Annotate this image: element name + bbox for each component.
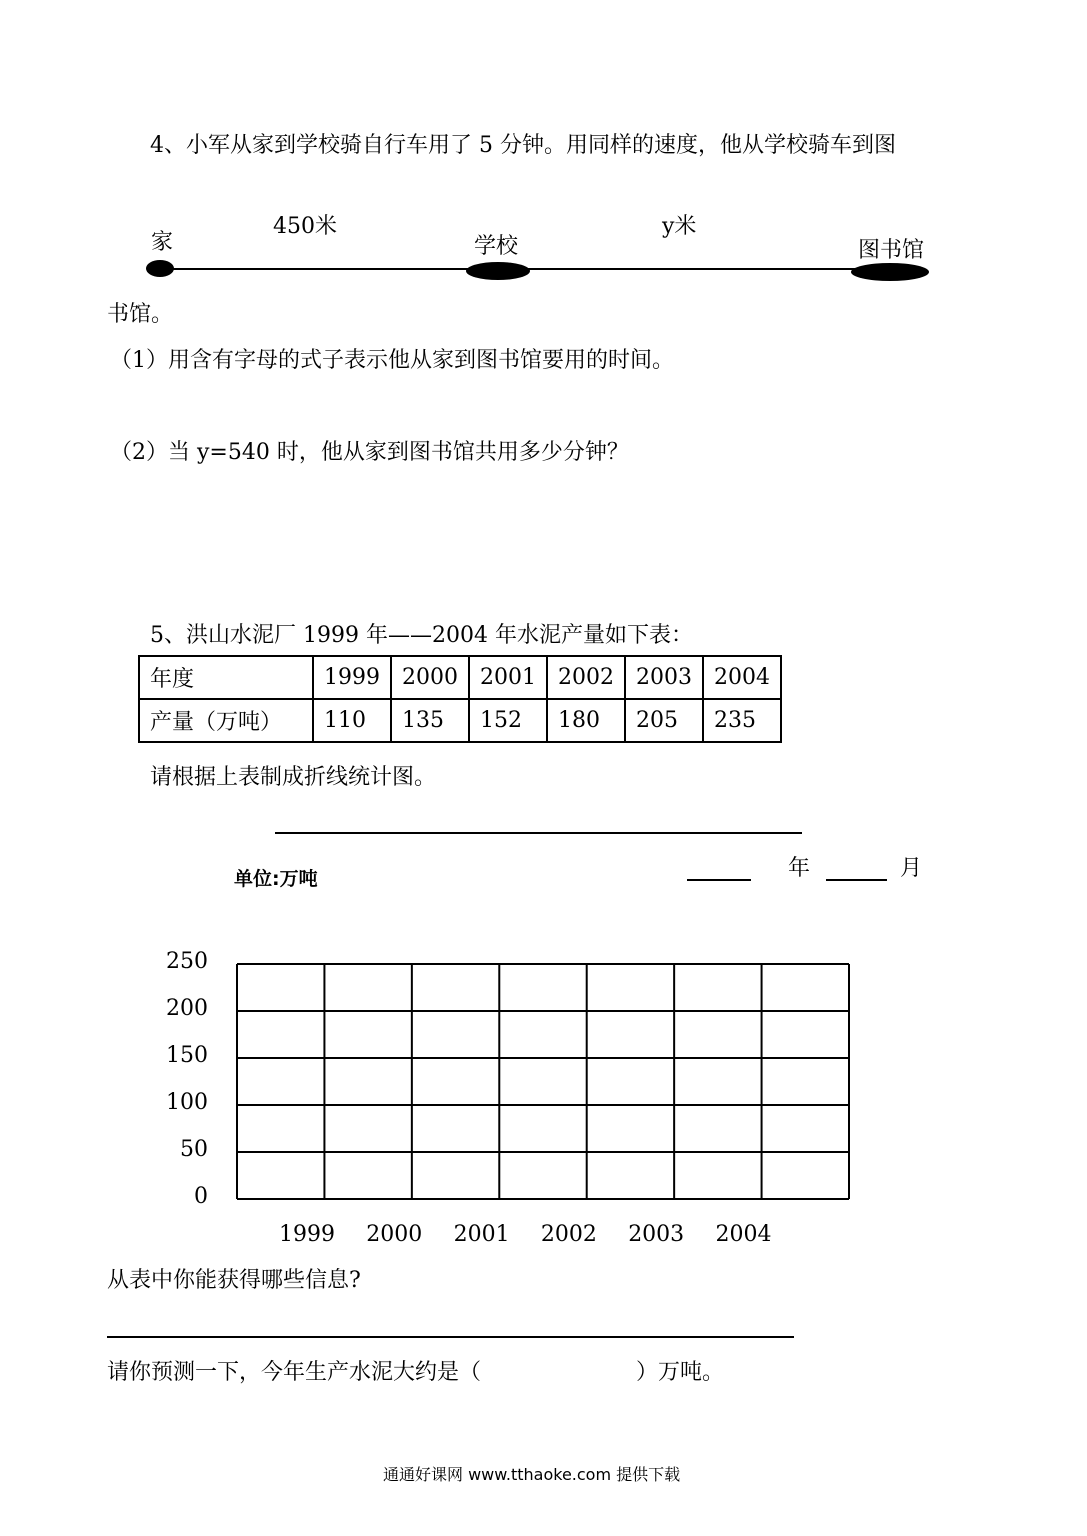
predict-text-before: 请你预测一下，今年生产水泥大约是（ [107,1360,482,1385]
month-blank[interactable] [826,879,887,881]
q5-intro: 5、洪山水泥厂 1999 年——2004 年水泥产量如下表： [150,623,693,648]
year-row-label: 年度 [139,656,313,699]
unit-label: 单位:万吨 [234,868,318,890]
x-tick-label: 2003 [628,1222,685,1247]
table-cell: 205 [625,699,703,742]
x-tick-label: 2002 [540,1222,597,1247]
footer: 通通好课网 www.tthaoke.com 提供下载 [383,1465,681,1484]
table-cell: 152 [469,699,547,742]
q4-sub1: （1）用含有字母的式子表示他从家到图书馆要用的时间。 [110,348,674,373]
x-tick-label: 2004 [715,1222,772,1247]
table-cell: 2003 [625,656,703,699]
table-cell: 110 [313,699,391,742]
distance-school-library: y米 [662,214,697,239]
y-tick-label: 0 [194,1184,208,1209]
q5-question: 从表中你能获得哪些信息? [107,1268,361,1293]
q4-intro-cont: 书馆。 [107,302,174,327]
school-label: 学校 [474,234,519,259]
chart-grid-svg [235,962,851,1201]
month-label: 月 [900,856,923,881]
table-cell: 2002 [547,656,625,699]
table-cell: 2000 [391,656,469,699]
q5-instruction: 请根据上表制成折线统计图。 [150,765,437,790]
y-tick-label: 50 [180,1137,208,1162]
production-table [138,655,782,743]
table-cell: 180 [547,699,625,742]
q4-intro: 4、小军从家到学校骑自行车用了 5 分钟。用同样的速度，他从学校骑车到图 [150,133,896,158]
table-row [139,699,781,742]
home-label: 家 [151,230,174,255]
answer-line[interactable] [107,1336,794,1338]
table-row [139,656,781,699]
output-row-label: 产量（万吨） [139,699,313,742]
table-cell: 1999 [313,656,391,699]
x-tick-label: 1999 [279,1222,335,1247]
x-tick-label: 2001 [453,1222,510,1247]
table-cell: 135 [391,699,469,742]
q4-sub2: （2）当 y=540 时，他从家到图书馆共用多少分钟？ [110,440,629,465]
table-cell: 2001 [469,656,547,699]
year-blank[interactable] [687,879,751,881]
chart-title-blank[interactable] [275,832,802,834]
y-tick-label: 150 [166,1043,208,1068]
table-cell: 2004 [703,656,781,699]
x-tick-label: 2000 [366,1222,423,1247]
library-label: 图书馆 [858,238,925,263]
year-label: 年 [788,856,811,881]
school-marker [466,262,530,280]
y-tick-label: 200 [166,996,208,1021]
y-tick-label: 250 [166,949,208,974]
table-cell: 235 [703,699,781,742]
library-marker [851,263,929,281]
distance-home-school: 450米 [273,214,337,239]
predict-text-after: ）万吨。 [636,1360,725,1385]
home-marker [146,260,174,277]
y-tick-label: 100 [166,1090,208,1115]
route-line [160,268,925,270]
